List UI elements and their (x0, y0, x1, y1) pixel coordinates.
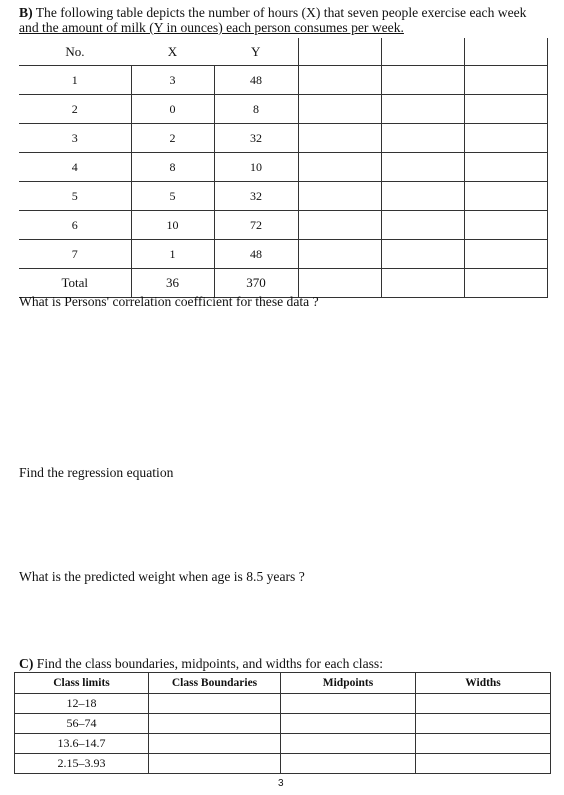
cell-y: 8 (214, 95, 298, 124)
blank-cell (298, 211, 381, 240)
blank-cell (298, 95, 381, 124)
blank-cell (298, 124, 381, 153)
table-row (15, 754, 551, 774)
blank-cell (381, 182, 464, 211)
class-table-header (15, 673, 551, 694)
table-row (15, 694, 551, 714)
table-row (15, 714, 551, 734)
cell-y: 48 (214, 66, 298, 95)
cell-no: 5 (19, 182, 131, 211)
blank-cell (381, 240, 464, 269)
cell-no: 1 (19, 66, 131, 95)
cell-no: 7 (19, 240, 131, 269)
blank-cell (464, 95, 547, 124)
blank-cell (464, 38, 547, 66)
blank-cell (464, 182, 547, 211)
table-row (19, 95, 547, 124)
blank-cell (298, 38, 381, 66)
blank-cell (416, 714, 551, 734)
blank-cell (416, 694, 551, 714)
cell-y: 72 (214, 211, 298, 240)
section-b-label: B) (19, 5, 33, 20)
blank-cell (381, 66, 464, 95)
cell-y: 10 (214, 153, 298, 182)
header-no: No. (65, 43, 85, 59)
blank-cell (281, 734, 416, 754)
cell-x: 1 (131, 240, 214, 269)
blank-cell (149, 694, 281, 714)
total-x: 36 (131, 269, 214, 298)
cell-x: 0 (131, 95, 214, 124)
total-label: Total (19, 269, 131, 298)
blank-cell (381, 95, 464, 124)
blank-cell (298, 240, 381, 269)
table-row (19, 211, 547, 240)
section-b-intro (19, 5, 559, 35)
header-class-limits: Class limits (15, 673, 149, 694)
header-class-boundaries: Class Boundaries (149, 673, 281, 694)
cell-no: 2 (19, 95, 131, 124)
cell-x: 10 (131, 211, 214, 240)
blank-cell (381, 269, 464, 298)
blank-cell (281, 694, 416, 714)
intro-line-2: and the amount of milk (Y in ounces) each person consumes per week. (19, 20, 404, 35)
blank-cell (149, 714, 281, 734)
blank-cell (381, 211, 464, 240)
section-c-label: C) (19, 656, 34, 671)
cell-x: 5 (131, 182, 214, 211)
class-limit-cell: 13.6–14.7 (15, 734, 149, 754)
intro-line-1: The following table depicts the number of hours (X) that seven people exercise each week (35, 5, 527, 20)
class-limit-cell: 56–74 (15, 714, 149, 734)
cell-no: 4 (19, 153, 131, 182)
blank-cell (281, 714, 416, 734)
blank-cell (464, 66, 547, 95)
blank-cell (464, 211, 547, 240)
cell-x: 2 (131, 124, 214, 153)
blank-cell (464, 240, 547, 269)
blank-cell (381, 38, 464, 66)
header-widths: Widths (416, 673, 551, 694)
blank-cell (464, 153, 547, 182)
blank-cell (298, 153, 381, 182)
blank-cell (149, 734, 281, 754)
blank-cell (381, 124, 464, 153)
section-c-text: Find the class boundaries, midpoints, and widths for each class: (36, 656, 383, 671)
blank-cell (416, 754, 551, 774)
cell-no: 3 (19, 124, 131, 153)
blank-cell (464, 124, 547, 153)
section-c-title (19, 656, 383, 672)
blank-cell (298, 182, 381, 211)
blank-cell (381, 153, 464, 182)
exercise-milk-table (19, 38, 548, 298)
blank-cell (416, 734, 551, 754)
class-limit-cell: 12–18 (15, 694, 149, 714)
blank-cell (464, 269, 547, 298)
table-header-row (19, 38, 547, 66)
cell-no: 6 (19, 211, 131, 240)
table-row (19, 182, 547, 211)
cell-x: 8 (131, 153, 214, 182)
cell-y: 32 (214, 124, 298, 153)
page-number: 3 (278, 778, 284, 789)
header-y: Y (251, 43, 261, 59)
class-limit-cell: 2.15–3.93 (15, 754, 149, 774)
class-table (14, 672, 551, 774)
cell-x: 3 (131, 66, 214, 95)
blank-cell (149, 754, 281, 774)
cell-y: 48 (214, 240, 298, 269)
table-row (15, 734, 551, 754)
table-row (19, 240, 547, 269)
blank-cell (298, 66, 381, 95)
header-midpoints: Midpoints (281, 673, 416, 694)
cell-y: 32 (214, 182, 298, 211)
table-row (19, 124, 547, 153)
table-row (19, 153, 547, 182)
total-y: 370 (214, 269, 298, 298)
question-regression: Find the regression equation (19, 465, 174, 480)
question-predicted: What is the predicted weight when age is 8.5 years ? (19, 569, 305, 584)
blank-cell (281, 754, 416, 774)
header-x: X (167, 43, 178, 59)
question-correlation: What is Persons' correlation coefficient for these data ? (19, 294, 319, 309)
table-row (19, 66, 547, 95)
